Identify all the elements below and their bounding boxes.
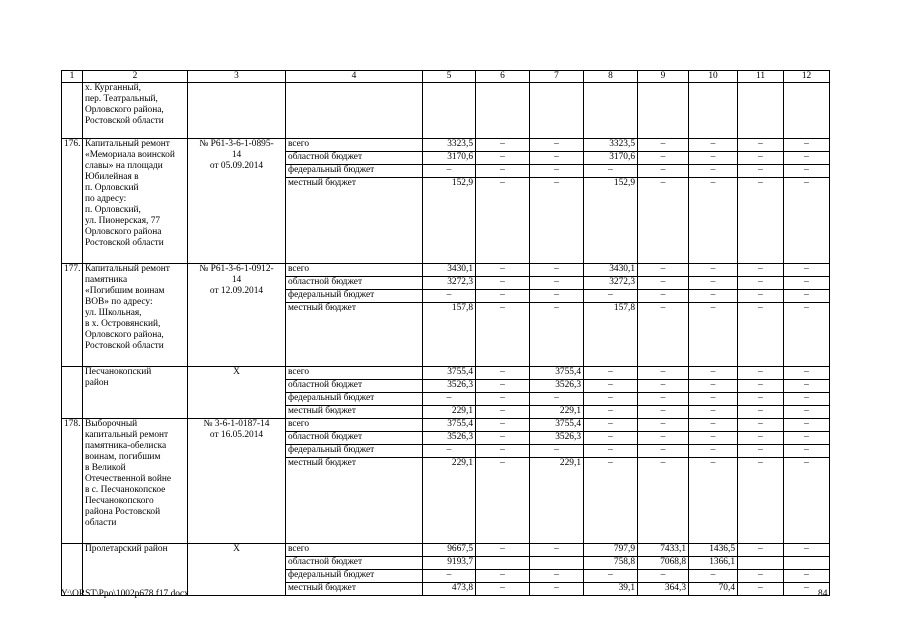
column-header-9: 9 [638,71,689,83]
column-header-1: 1 [62,71,83,83]
value-cell-col-6: – [476,432,530,445]
value-cell-col-9: – [638,445,689,458]
funding-source: областной бюджет [286,432,423,445]
value-cell-col-9: – [638,165,689,178]
value-cell-col-5: 473,8 [423,583,476,596]
value-cell-col-5: 3323,5 [423,139,476,152]
column-header-10: 10 [689,71,738,83]
value-cell-col-9: – [638,458,689,544]
expert-conclusion: Х [188,544,286,596]
value-cell-col-11: – [738,367,784,380]
item-number: 178. [62,419,83,544]
funding-source: всего [286,264,423,277]
value-cell-col-5: 229,1 [423,458,476,544]
value-cell-col-6: – [476,152,530,165]
column-header-8: 8 [584,71,638,83]
value-cell-col-10: – [689,178,738,264]
value-cell-col-10: – [689,380,738,393]
expert-conclusion: Х [188,367,286,419]
value-cell-col-11: – [738,165,784,178]
value-cell-col-11: – [738,290,784,303]
value-cell-col-12: – [784,406,830,419]
value-cell-col-7: – [530,165,584,178]
value-cell-col-5: 9667,5 [423,544,476,557]
value-cell-col-9: – [638,264,689,277]
value-cell-col-10: 1436,5 [689,544,738,557]
value-cell-col-7: 3755,4 [530,367,584,380]
value-cell-col-5: 152,9 [423,178,476,264]
value-cell-col-6: – [476,380,530,393]
funding-source: федеральный бюджет [286,393,423,406]
column-header-7: 7 [530,71,584,83]
funding-source: всего [286,367,423,380]
funding-source: местный бюджет [286,406,423,419]
value-cell-col-6 [476,83,530,139]
value-cell-col-7: 3526,3 [530,380,584,393]
value-cell-col-12: – [784,445,830,458]
expert-conclusion: № 3-6-1-0187-14 от 16.05.2014 [188,419,286,544]
funding-source: всего [286,419,423,432]
value-cell-col-10: – [689,367,738,380]
value-cell-col-11: – [738,445,784,458]
table-row [62,544,830,557]
value-cell-col-12: – [784,367,830,380]
value-cell-col-12: – [784,139,830,152]
value-cell-col-6: – [476,290,530,303]
value-cell-col-10: – [689,152,738,165]
value-cell-col-7 [530,83,584,139]
value-cell-col-12: – [784,264,830,277]
column-header-5: 5 [423,71,476,83]
value-cell-col-12: – [784,432,830,445]
value-cell-col-7: – [530,445,584,458]
value-cell-col-12: – [784,165,830,178]
value-cell-col-10: – [689,393,738,406]
funding-source: областной бюджет [286,380,423,393]
value-cell-col-12: – [784,152,830,165]
value-cell-col-7: – [530,544,584,557]
value-cell-col-6: – [476,583,530,596]
value-cell-col-11 [738,83,784,139]
expert-conclusion: № Р61-3-6-1-0912- 14 от 12.09.2014 [188,264,286,367]
value-cell-col-7: 229,1 [530,458,584,544]
value-cell-col-8: 797,9 [584,544,638,557]
value-cell-col-10: – [689,277,738,290]
value-cell-col-7: – [530,277,584,290]
value-cell-col-7: 229,1 [530,406,584,419]
object-description: Песчанокопский район [83,367,188,419]
value-cell-col-6: – [476,277,530,290]
value-cell-col-7: 3755,4 [530,419,584,432]
value-cell-col-5: 3755,4 [423,419,476,432]
value-cell-col-10: – [689,570,738,583]
item-number [62,367,83,419]
value-cell-col-10: – [689,303,738,367]
value-cell-col-8: 3272,3 [584,277,638,290]
funding-source: всего [286,544,423,557]
document-path: Y:\ORST\Ppo\1002p678.f17.docx [61,589,189,599]
value-cell-col-11: – [738,432,784,445]
value-cell-col-5: – [423,290,476,303]
value-cell-col-9: – [638,277,689,290]
value-cell-col-8: – [584,570,638,583]
value-cell-col-5 [423,83,476,139]
value-cell-col-6: – [476,445,530,458]
value-cell-col-8: – [584,445,638,458]
value-cell-col-6: – [476,544,530,557]
value-cell-col-12 [784,557,830,570]
value-cell-col-7: – [530,178,584,264]
table-row [62,139,830,152]
value-cell-col-7: – [530,290,584,303]
funding-source: федеральный бюджет [286,165,423,178]
funding-source: областной бюджет [286,277,423,290]
value-cell-col-12: – [784,380,830,393]
funding-source: местный бюджет [286,178,423,264]
value-cell-col-8: 3430,1 [584,264,638,277]
value-cell-col-6: – [476,303,530,367]
table-row [62,367,830,380]
object-description: х. Курганный, пер. Театральный, Орловского района, Ростовской области [83,83,188,139]
funding-source: федеральный бюджет [286,570,423,583]
value-cell-col-8: – [584,419,638,432]
expert-conclusion: № Р61-3-6-1-0895- 14 от 05.09.2014 [188,139,286,264]
value-cell-col-11: – [738,393,784,406]
value-cell-col-11: – [738,544,784,557]
table-row [62,83,830,139]
value-cell-col-11: – [738,152,784,165]
value-cell-col-11: – [738,583,784,596]
value-cell-col-7: – [530,139,584,152]
value-cell-col-10: – [689,458,738,544]
expert-conclusion [188,83,286,139]
value-cell-col-11: – [738,380,784,393]
value-cell-col-12: – [784,290,830,303]
value-cell-col-10: – [689,165,738,178]
column-header-11: 11 [738,71,784,83]
funding-source: местный бюджет [286,458,423,544]
value-cell-col-5: – [423,165,476,178]
funding-source [286,83,423,139]
value-cell-col-8: 758,8 [584,557,638,570]
value-cell-col-9: – [638,419,689,432]
value-cell-col-8: 39,1 [584,583,638,596]
value-cell-col-9: – [638,367,689,380]
value-cell-col-5: 3170,6 [423,152,476,165]
value-cell-col-8: 157,8 [584,303,638,367]
value-cell-col-9: 7433,1 [638,544,689,557]
value-cell-col-9: 7068,8 [638,557,689,570]
value-cell-col-12: – [784,419,830,432]
value-cell-col-8: – [584,380,638,393]
value-cell-col-9: – [638,432,689,445]
value-cell-col-12: – [784,178,830,264]
funding-source: областной бюджет [286,557,423,570]
value-cell-col-9: – [638,303,689,367]
value-cell-col-5: 229,1 [423,406,476,419]
object-description: Пролетарский район [83,544,188,596]
value-cell-col-5: 9193,7 [423,557,476,570]
value-cell-col-5: 3526,3 [423,380,476,393]
item-number: 176. [62,139,83,264]
value-cell-col-10: – [689,406,738,419]
value-cell-col-12 [784,83,830,139]
table-row [62,264,830,277]
value-cell-col-6: – [476,139,530,152]
value-cell-col-6: – [476,264,530,277]
value-cell-col-9: – [638,178,689,264]
value-cell-col-8: 3170,6 [584,152,638,165]
value-cell-col-6: – [476,393,530,406]
value-cell-col-7 [530,557,584,570]
value-cell-col-7: 3526,3 [530,432,584,445]
object-description: Капитальный ремонт «Мемориала воинской славы» на площади Юбилейная в п. Орловский по адресу: п. Орловский, ул. Пионерская, 77 Орловского района Ростовской области [83,139,188,264]
funding-source: федеральный бюджет [286,445,423,458]
value-cell-col-8: – [584,367,638,380]
value-cell-col-9 [638,83,689,139]
value-cell-col-7: – [530,393,584,406]
value-cell-col-11: – [738,419,784,432]
value-cell-col-12: – [784,458,830,544]
object-description: Капитальный ремонт памятника «Погибшим воинам ВОВ» по адресу: ул. Школьная, в х. Островянский, Орловского района, Ростовской области [83,264,188,367]
item-number [62,544,83,596]
value-cell-col-5: – [423,570,476,583]
funding-source: областной бюджет [286,152,423,165]
value-cell-col-12: – [784,583,830,596]
column-header-12: 12 [784,71,830,83]
value-cell-col-7: – [530,583,584,596]
value-cell-col-10 [689,83,738,139]
value-cell-col-11: – [738,264,784,277]
value-cell-col-5: 3526,3 [423,432,476,445]
funding-source: федеральный бюджет [286,290,423,303]
column-number-row [62,71,830,83]
object-description: Выборочный капитальный ремонт памятника-обелиска воинам, погибшим в Великой Отечественной войне в с. Песчанокопское Песчанокопского района Ростовской области [83,419,188,544]
value-cell-col-8: – [584,406,638,419]
funding-source: всего [286,139,423,152]
value-cell-col-10: – [689,139,738,152]
value-cell-col-11: – [738,406,784,419]
value-cell-col-8: – [584,290,638,303]
value-cell-col-5: 3755,4 [423,367,476,380]
value-cell-col-12: – [784,277,830,290]
value-cell-col-7: – [530,152,584,165]
value-cell-col-8: 3323,5 [584,139,638,152]
value-cell-col-5: 3272,3 [423,277,476,290]
value-cell-col-8: 152,9 [584,178,638,264]
value-cell-col-10: – [689,264,738,277]
value-cell-col-12: – [784,544,830,557]
value-cell-col-9: – [638,290,689,303]
value-cell-col-8: – [584,432,638,445]
funding-source: местный бюджет [286,303,423,367]
budget-table [61,70,830,596]
value-cell-col-9: – [638,393,689,406]
value-cell-col-8: – [584,165,638,178]
value-cell-col-12: – [784,570,830,583]
column-header-4: 4 [286,71,423,83]
value-cell-col-5: 3430,1 [423,264,476,277]
column-header-3: 3 [188,71,286,83]
value-cell-col-11: – [738,178,784,264]
column-header-2: 2 [83,71,188,83]
value-cell-col-10: – [689,290,738,303]
value-cell-col-12: – [784,393,830,406]
value-cell-col-7: – [530,264,584,277]
funding-source: местный бюджет [286,583,423,596]
value-cell-col-12: – [784,303,830,367]
page-number: 84 [818,589,828,599]
value-cell-col-9: – [638,570,689,583]
value-cell-col-11: – [738,570,784,583]
value-cell-col-11 [738,557,784,570]
table-row [62,419,830,432]
value-cell-col-10: – [689,445,738,458]
value-cell-col-7: – [530,303,584,367]
value-cell-col-6: – [476,406,530,419]
value-cell-col-10: 70,4 [689,583,738,596]
value-cell-col-5: 157,8 [423,303,476,367]
column-header-6: 6 [476,71,530,83]
item-number [62,83,83,139]
value-cell-col-11: – [738,139,784,152]
value-cell-col-6: – [476,570,530,583]
value-cell-col-6: – [476,178,530,264]
value-cell-col-10: 1366,1 [689,557,738,570]
value-cell-col-10: – [689,419,738,432]
value-cell-col-7: – [530,570,584,583]
value-cell-col-5: – [423,393,476,406]
value-cell-col-9: 364,3 [638,583,689,596]
value-cell-col-11: – [738,303,784,367]
value-cell-col-6 [476,557,530,570]
value-cell-col-6: – [476,367,530,380]
value-cell-col-9: – [638,406,689,419]
value-cell-col-11: – [738,277,784,290]
value-cell-col-8: – [584,393,638,406]
value-cell-col-10: – [689,432,738,445]
value-cell-col-6: – [476,165,530,178]
value-cell-col-6: – [476,458,530,544]
value-cell-col-11: – [738,458,784,544]
table-body [62,83,830,596]
value-cell-col-9: – [638,139,689,152]
value-cell-col-6: – [476,419,530,432]
value-cell-col-9: – [638,380,689,393]
value-cell-col-8: – [584,458,638,544]
value-cell-col-5: – [423,445,476,458]
value-cell-col-9: – [638,152,689,165]
item-number: 177. [62,264,83,367]
value-cell-col-8 [584,83,638,139]
